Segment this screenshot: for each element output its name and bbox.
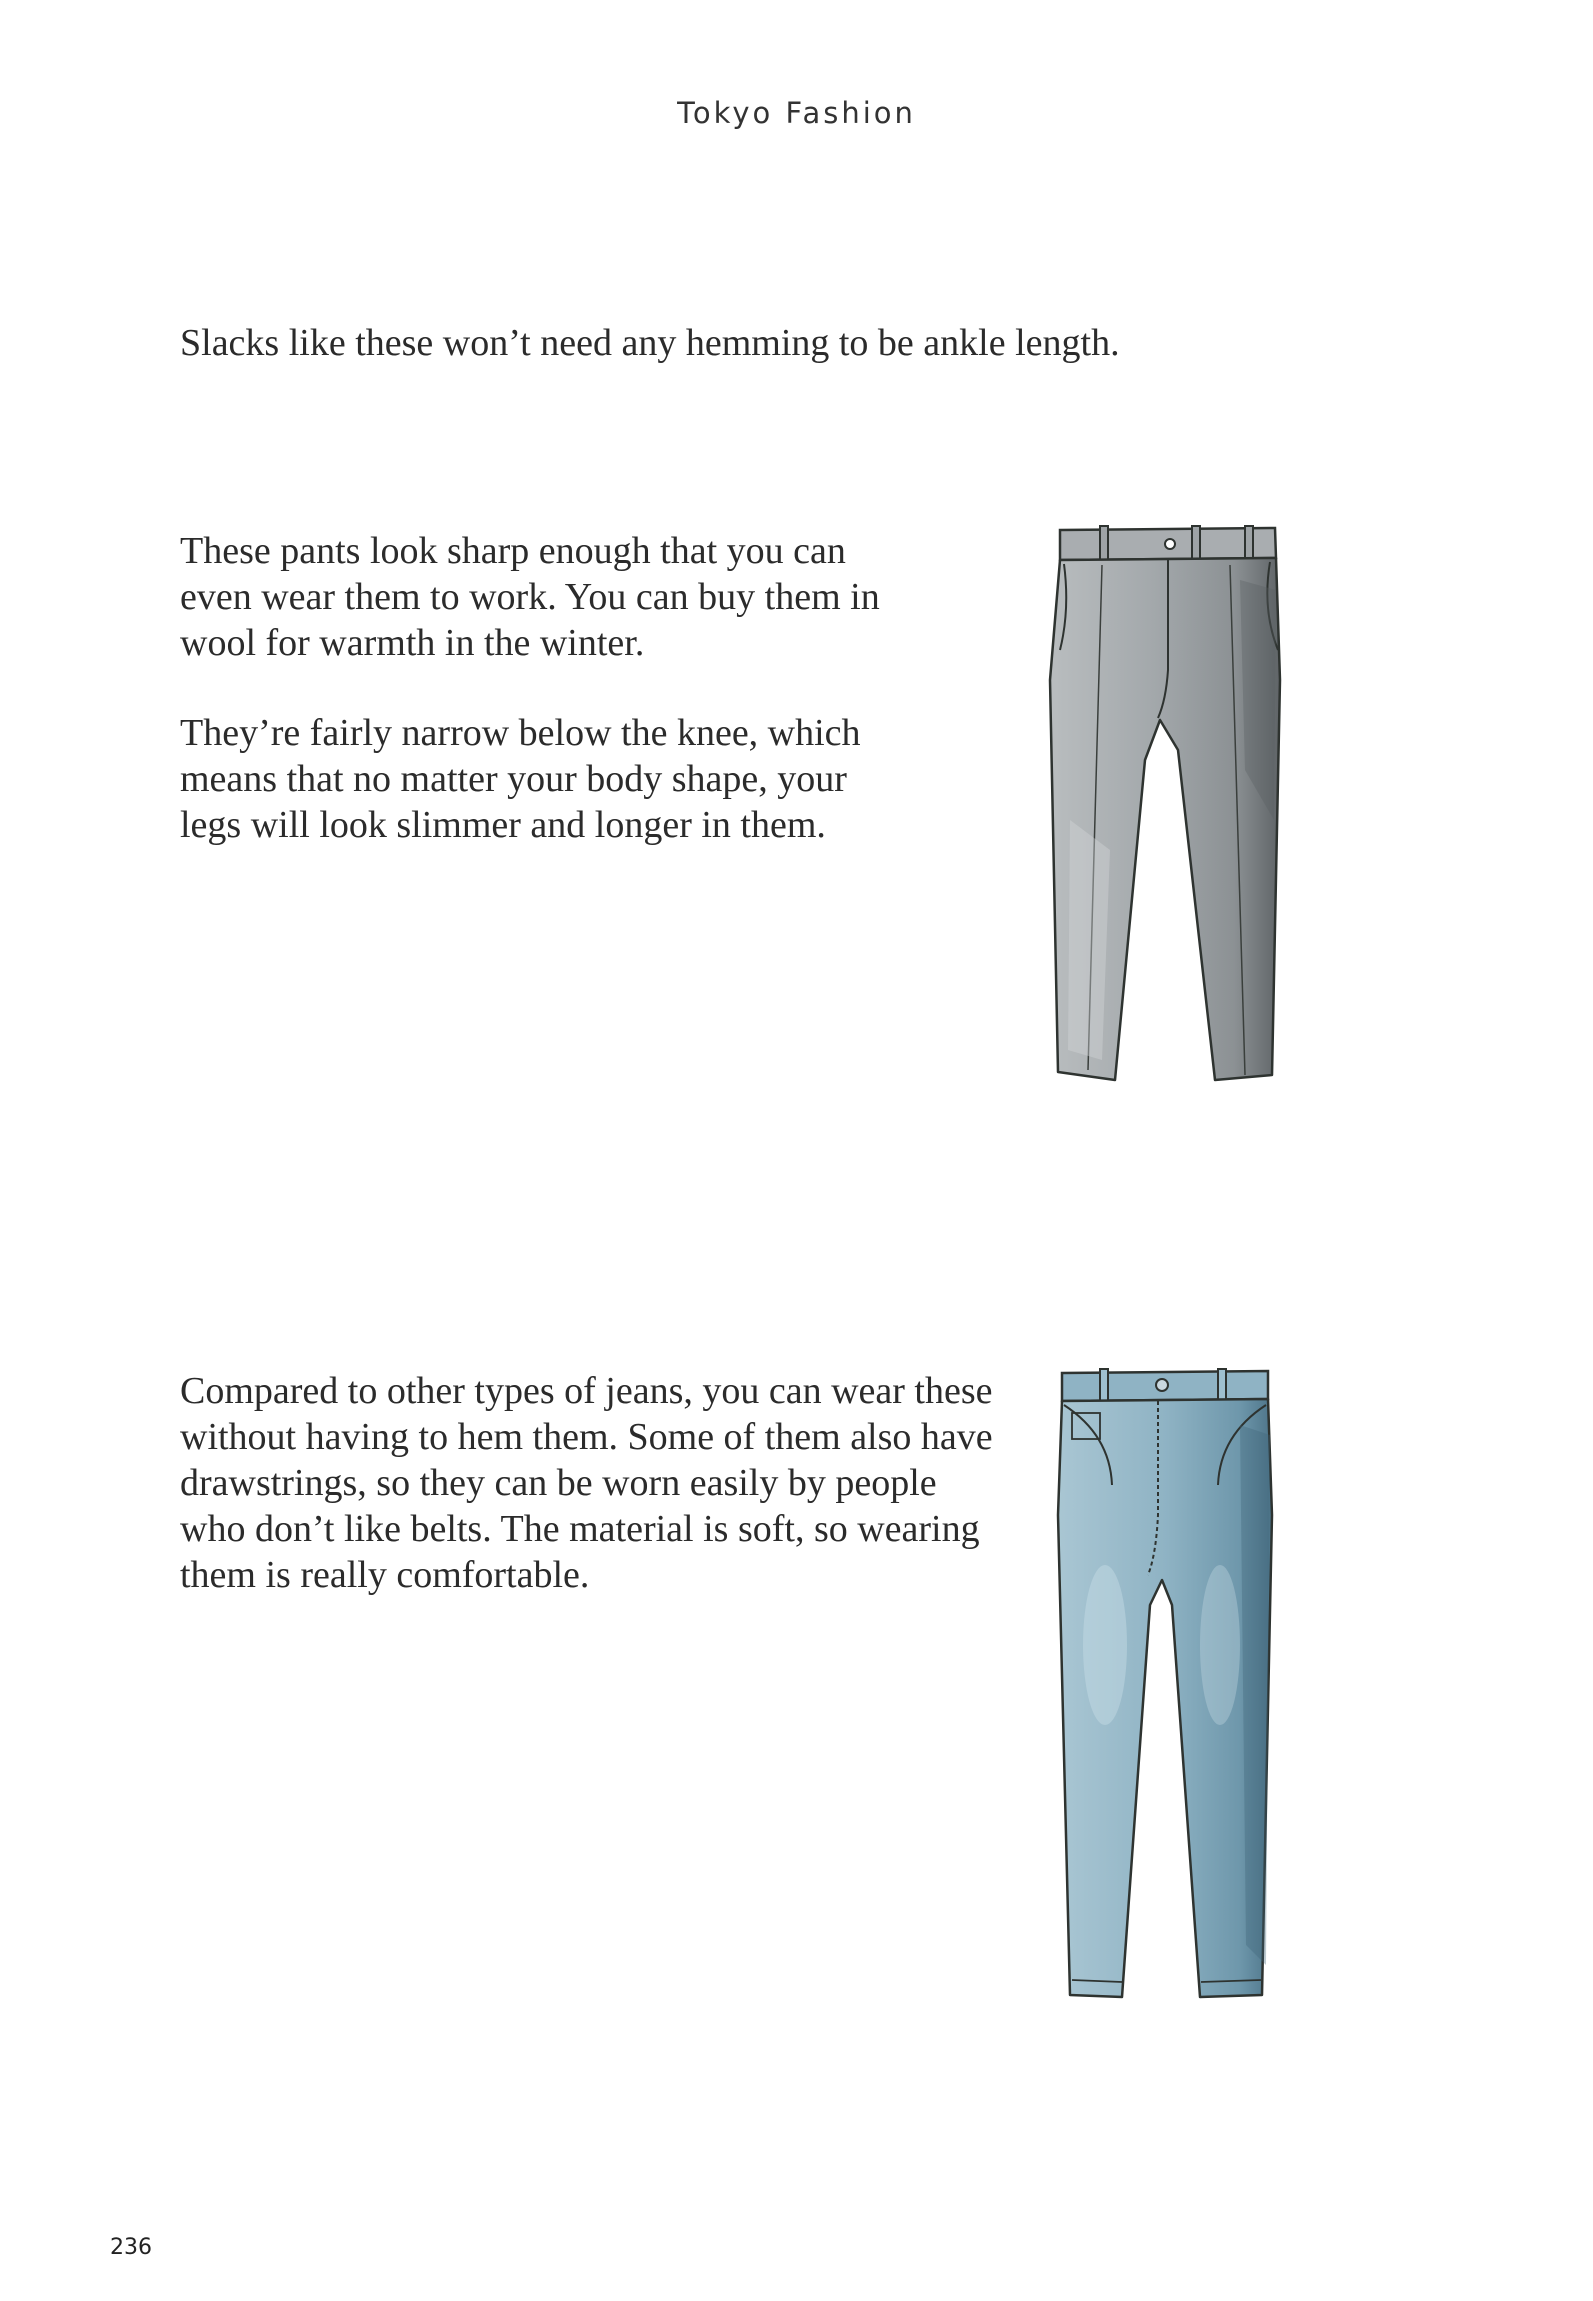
blue-jeans-illustration [1050, 1365, 1280, 2005]
jeans-button [1156, 1379, 1168, 1391]
slacks-paragraph-2: They’re fairly narrow below the knee, which means that no matter your body shape, your legs will look slimmer and longer in them. [180, 712, 861, 846]
slacks-belt-loop [1100, 526, 1108, 562]
slacks-belt-loop [1192, 526, 1200, 562]
slacks-belt-loop [1245, 526, 1253, 562]
slacks-paragraph-1: These pants look sharp enough that you can even wear them to work. You can buy them in wool for warmth in the winter. [180, 530, 880, 664]
jeans-paragraph-1: Compared to other types of jeans, you can wear these without having to hem them. Some of them also have drawstrings, so they can be worn easily by people who don’t like belts. The material is soft, so wearing them is really comfortable. [180, 1370, 993, 1596]
slacks-button [1165, 539, 1175, 549]
running-header: Tokyo Fashion [677, 96, 916, 130]
intro-sentence: Slacks like these won’t need any hemming to be ankle length. [180, 322, 1120, 364]
gray-slacks-illustration [1040, 520, 1290, 1090]
page-number: 236 [110, 2235, 152, 2260]
